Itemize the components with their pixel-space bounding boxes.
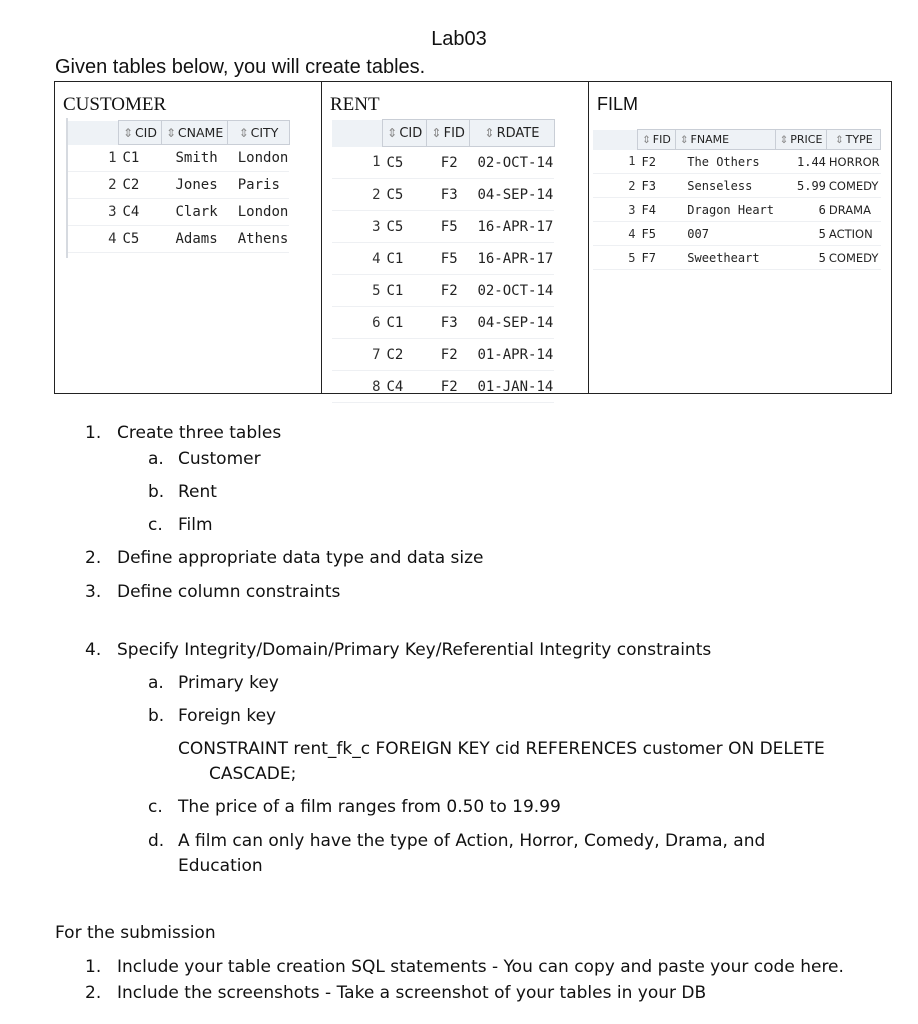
sort-icon: ⇕ bbox=[484, 125, 495, 140]
row-number: 1 bbox=[593, 150, 638, 174]
list-marker: 1. bbox=[85, 957, 102, 977]
cell-fid: F2 bbox=[427, 275, 470, 307]
cell-cname: Adams bbox=[161, 226, 227, 253]
cell-price: 6 bbox=[775, 198, 827, 222]
row-number: 1 bbox=[68, 145, 119, 172]
submission-text: Include your table creation SQL statements - You can copy and paste your code here. bbox=[117, 957, 844, 977]
cell-cid: C5 bbox=[383, 179, 427, 211]
row-number: 6 bbox=[332, 307, 383, 339]
row-number: 1 bbox=[332, 147, 383, 179]
cell-cid: C1 bbox=[383, 243, 427, 275]
column-header-fid[interactable]: ⇕ FID bbox=[638, 130, 676, 150]
film-header-row bbox=[593, 130, 881, 150]
rent-heading: RENT bbox=[330, 94, 380, 115]
table-row bbox=[332, 243, 554, 275]
cell-cid: C1 bbox=[383, 275, 427, 307]
cell-cid: C4 bbox=[119, 199, 162, 226]
customer-header-row bbox=[68, 121, 289, 145]
table-row bbox=[332, 275, 554, 307]
cell-fid: F4 bbox=[638, 198, 676, 222]
cell-rdate: 04-SEP-14 bbox=[469, 179, 554, 211]
sort-icon: ⇕ bbox=[642, 134, 651, 146]
constraint-code-line-1: CONSTRAINT rent_fk_c FOREIGN KEY cid REFERENCES customer ON DELETE bbox=[178, 739, 825, 759]
column-header-fid[interactable]: ⇕ FID bbox=[427, 120, 470, 147]
cell-city: Athens bbox=[228, 226, 290, 253]
task-item-1b bbox=[148, 482, 217, 502]
row-number: 2 bbox=[593, 174, 638, 198]
cell-city: London bbox=[228, 199, 290, 226]
task-text: Define appropriate data type and data size bbox=[117, 548, 484, 568]
cell-price: 1.44 bbox=[775, 150, 827, 174]
column-header-cid[interactable]: ⇕ CID bbox=[383, 120, 427, 147]
task-text: Rent bbox=[178, 482, 217, 502]
cell-fid: F3 bbox=[638, 174, 676, 198]
table-row bbox=[68, 226, 289, 253]
cell-type: COMEDY bbox=[827, 246, 881, 270]
list-marker: c. bbox=[148, 515, 163, 535]
cell-cname: Clark bbox=[161, 199, 227, 226]
cell-cid: C2 bbox=[383, 339, 427, 371]
table-row bbox=[593, 174, 881, 198]
sort-icon: ⇕ bbox=[238, 126, 249, 140]
task-text: Specify Integrity/Domain/Primary Key/Referential Integrity constraints bbox=[117, 640, 712, 660]
task-item-4b bbox=[148, 706, 277, 726]
cell-fid: F5 bbox=[638, 222, 676, 246]
row-number: 2 bbox=[332, 179, 383, 211]
table-row bbox=[68, 145, 289, 172]
cell-city: Paris bbox=[228, 172, 290, 199]
film-heading: FILM bbox=[597, 94, 639, 114]
list-marker: 2. bbox=[85, 983, 102, 1003]
customer-grid bbox=[68, 120, 290, 253]
sort-icon: ⇕ bbox=[779, 134, 789, 146]
row-number: 2 bbox=[68, 172, 119, 199]
task-text: Foreign key bbox=[178, 706, 277, 726]
column-header-rdate[interactable]: ⇕ RDATE bbox=[469, 120, 554, 147]
sort-icon: ⇕ bbox=[431, 125, 442, 140]
cell-cid: C4 bbox=[383, 371, 427, 403]
cell-cid: C2 bbox=[119, 172, 162, 199]
sort-icon: ⇕ bbox=[387, 125, 398, 140]
cell-rdate: 02-OCT-14 bbox=[469, 147, 554, 179]
table-row bbox=[332, 211, 554, 243]
list-marker: b. bbox=[148, 706, 165, 726]
table-row bbox=[332, 371, 554, 403]
column-header-fname[interactable]: ⇕ FNAME bbox=[675, 130, 775, 150]
row-number-header bbox=[68, 121, 119, 145]
row-number: 3 bbox=[332, 211, 383, 243]
table-row bbox=[332, 179, 554, 211]
task-item-4d-line-2: Education bbox=[178, 856, 263, 876]
list-marker: b. bbox=[148, 482, 165, 502]
list-marker: a. bbox=[148, 449, 164, 469]
cell-cname: Smith bbox=[161, 145, 227, 172]
cell-fid: F2 bbox=[638, 150, 676, 174]
rent-header-row bbox=[332, 120, 554, 147]
cell-cid: C1 bbox=[119, 145, 162, 172]
list-marker: a. bbox=[148, 673, 164, 693]
row-number: 7 bbox=[332, 339, 383, 371]
row-number: 4 bbox=[332, 243, 383, 275]
cell-fid: F3 bbox=[427, 307, 470, 339]
cell-fid: F5 bbox=[427, 243, 470, 275]
column-header-city[interactable]: ⇕ CITY bbox=[228, 121, 290, 145]
tables-container bbox=[54, 81, 892, 394]
table-row bbox=[68, 172, 289, 199]
row-number: 3 bbox=[593, 198, 638, 222]
table-row bbox=[332, 147, 554, 179]
task-text: Create three tables bbox=[117, 423, 282, 443]
column-header-cname[interactable]: ⇕ CNAME bbox=[161, 121, 227, 145]
cell-cid: C5 bbox=[119, 226, 162, 253]
cell-fid: F3 bbox=[427, 179, 470, 211]
sort-icon: ⇕ bbox=[123, 126, 133, 140]
film-panel bbox=[589, 82, 891, 393]
row-number: 5 bbox=[332, 275, 383, 307]
task-item-1 bbox=[85, 423, 282, 443]
cell-rdate: 02-OCT-14 bbox=[469, 275, 554, 307]
cell-cid: C5 bbox=[383, 147, 427, 179]
cell-rdate: 01-APR-14 bbox=[469, 339, 554, 371]
cell-rdate: 01-JAN-14 bbox=[469, 371, 554, 403]
task-item-1a bbox=[148, 449, 261, 469]
task-item-1c bbox=[148, 515, 213, 535]
submission-item-1 bbox=[85, 957, 844, 977]
rent-grid bbox=[332, 119, 555, 403]
submission-text: Include the screenshots - Take a screenshot of your tables in your DB bbox=[117, 983, 707, 1003]
cell-price: 5 bbox=[775, 246, 827, 270]
table-row bbox=[593, 150, 881, 174]
column-header-type[interactable]: ⇕ TYPE bbox=[827, 130, 881, 150]
task-text: Customer bbox=[178, 449, 261, 469]
submission-item-2 bbox=[85, 983, 707, 1003]
cell-fid: F5 bbox=[427, 211, 470, 243]
row-number: 3 bbox=[68, 199, 119, 226]
table-row bbox=[593, 198, 881, 222]
submission-heading: For the submission bbox=[55, 923, 216, 943]
task-item-4 bbox=[85, 640, 712, 660]
task-text: A film can only have the type of Action, Horror, Comedy, Drama, and bbox=[178, 831, 766, 851]
list-marker: 2. bbox=[85, 548, 102, 568]
document-title: Lab03 bbox=[431, 28, 487, 50]
film-grid bbox=[593, 129, 881, 270]
task-text: Define column constraints bbox=[117, 582, 341, 602]
cell-rdate: 16-APR-17 bbox=[469, 243, 554, 275]
task-item-3 bbox=[85, 582, 341, 602]
table-row bbox=[332, 339, 554, 371]
cell-type: ACTION bbox=[827, 222, 881, 246]
table-row bbox=[593, 222, 881, 246]
cell-type: COMEDY bbox=[827, 174, 881, 198]
constraint-code-line-2: CASCADE; bbox=[209, 764, 297, 784]
cell-price: 5 bbox=[775, 222, 827, 246]
cell-fname: Senseless bbox=[675, 174, 775, 198]
cell-price: 5.99 bbox=[775, 174, 827, 198]
cell-fid: F2 bbox=[427, 371, 470, 403]
cell-city: London bbox=[228, 145, 290, 172]
column-header-cid[interactable]: ⇕ CID bbox=[119, 121, 162, 145]
cell-cid: C1 bbox=[383, 307, 427, 339]
cell-type: HORROR bbox=[827, 150, 881, 174]
cell-fid: F2 bbox=[427, 147, 470, 179]
row-number: 4 bbox=[593, 222, 638, 246]
task-item-4a bbox=[148, 673, 279, 693]
task-text: Primary key bbox=[178, 673, 279, 693]
row-number: 4 bbox=[68, 226, 119, 253]
row-number: 5 bbox=[593, 246, 638, 270]
column-header-price[interactable]: ⇕ PRICE bbox=[775, 130, 827, 150]
cell-fname: Dragon Heart bbox=[675, 198, 775, 222]
list-marker: 4. bbox=[85, 640, 102, 660]
rent-panel bbox=[322, 82, 589, 393]
table-row bbox=[593, 246, 881, 270]
task-text: The price of a film ranges from 0.50 to 19.99 bbox=[178, 797, 561, 817]
sort-icon: ⇕ bbox=[679, 134, 689, 146]
list-marker: c. bbox=[148, 797, 163, 817]
row-number-header bbox=[332, 120, 383, 147]
cell-cname: Jones bbox=[161, 172, 227, 199]
cell-rdate: 16-APR-17 bbox=[469, 211, 554, 243]
task-item-2 bbox=[85, 548, 484, 568]
task-text: Film bbox=[178, 515, 213, 535]
table-row bbox=[68, 199, 289, 226]
cell-fname: The Others bbox=[675, 150, 775, 174]
intro-text: Given tables below, you will create tables. bbox=[55, 56, 426, 78]
list-marker: 3. bbox=[85, 582, 102, 602]
customer-heading: CUSTOMER bbox=[63, 94, 167, 115]
task-item-4c bbox=[148, 797, 561, 817]
sort-icon: ⇕ bbox=[165, 126, 176, 140]
sort-icon: ⇕ bbox=[834, 134, 844, 146]
table-row bbox=[332, 307, 554, 339]
cell-rdate: 04-SEP-14 bbox=[469, 307, 554, 339]
customer-panel bbox=[55, 82, 322, 393]
cell-fid: F7 bbox=[638, 246, 676, 270]
row-number: 8 bbox=[332, 371, 383, 403]
cell-fid: F2 bbox=[427, 339, 470, 371]
row-number-header bbox=[593, 130, 638, 150]
cell-fname: Sweetheart bbox=[675, 246, 775, 270]
task-item-4d bbox=[148, 831, 766, 851]
list-marker: 1. bbox=[85, 423, 102, 443]
cell-fname: 007 bbox=[675, 222, 775, 246]
cell-cid: C5 bbox=[383, 211, 427, 243]
list-marker: d. bbox=[148, 831, 165, 851]
cell-type: DRAMA bbox=[827, 198, 881, 222]
